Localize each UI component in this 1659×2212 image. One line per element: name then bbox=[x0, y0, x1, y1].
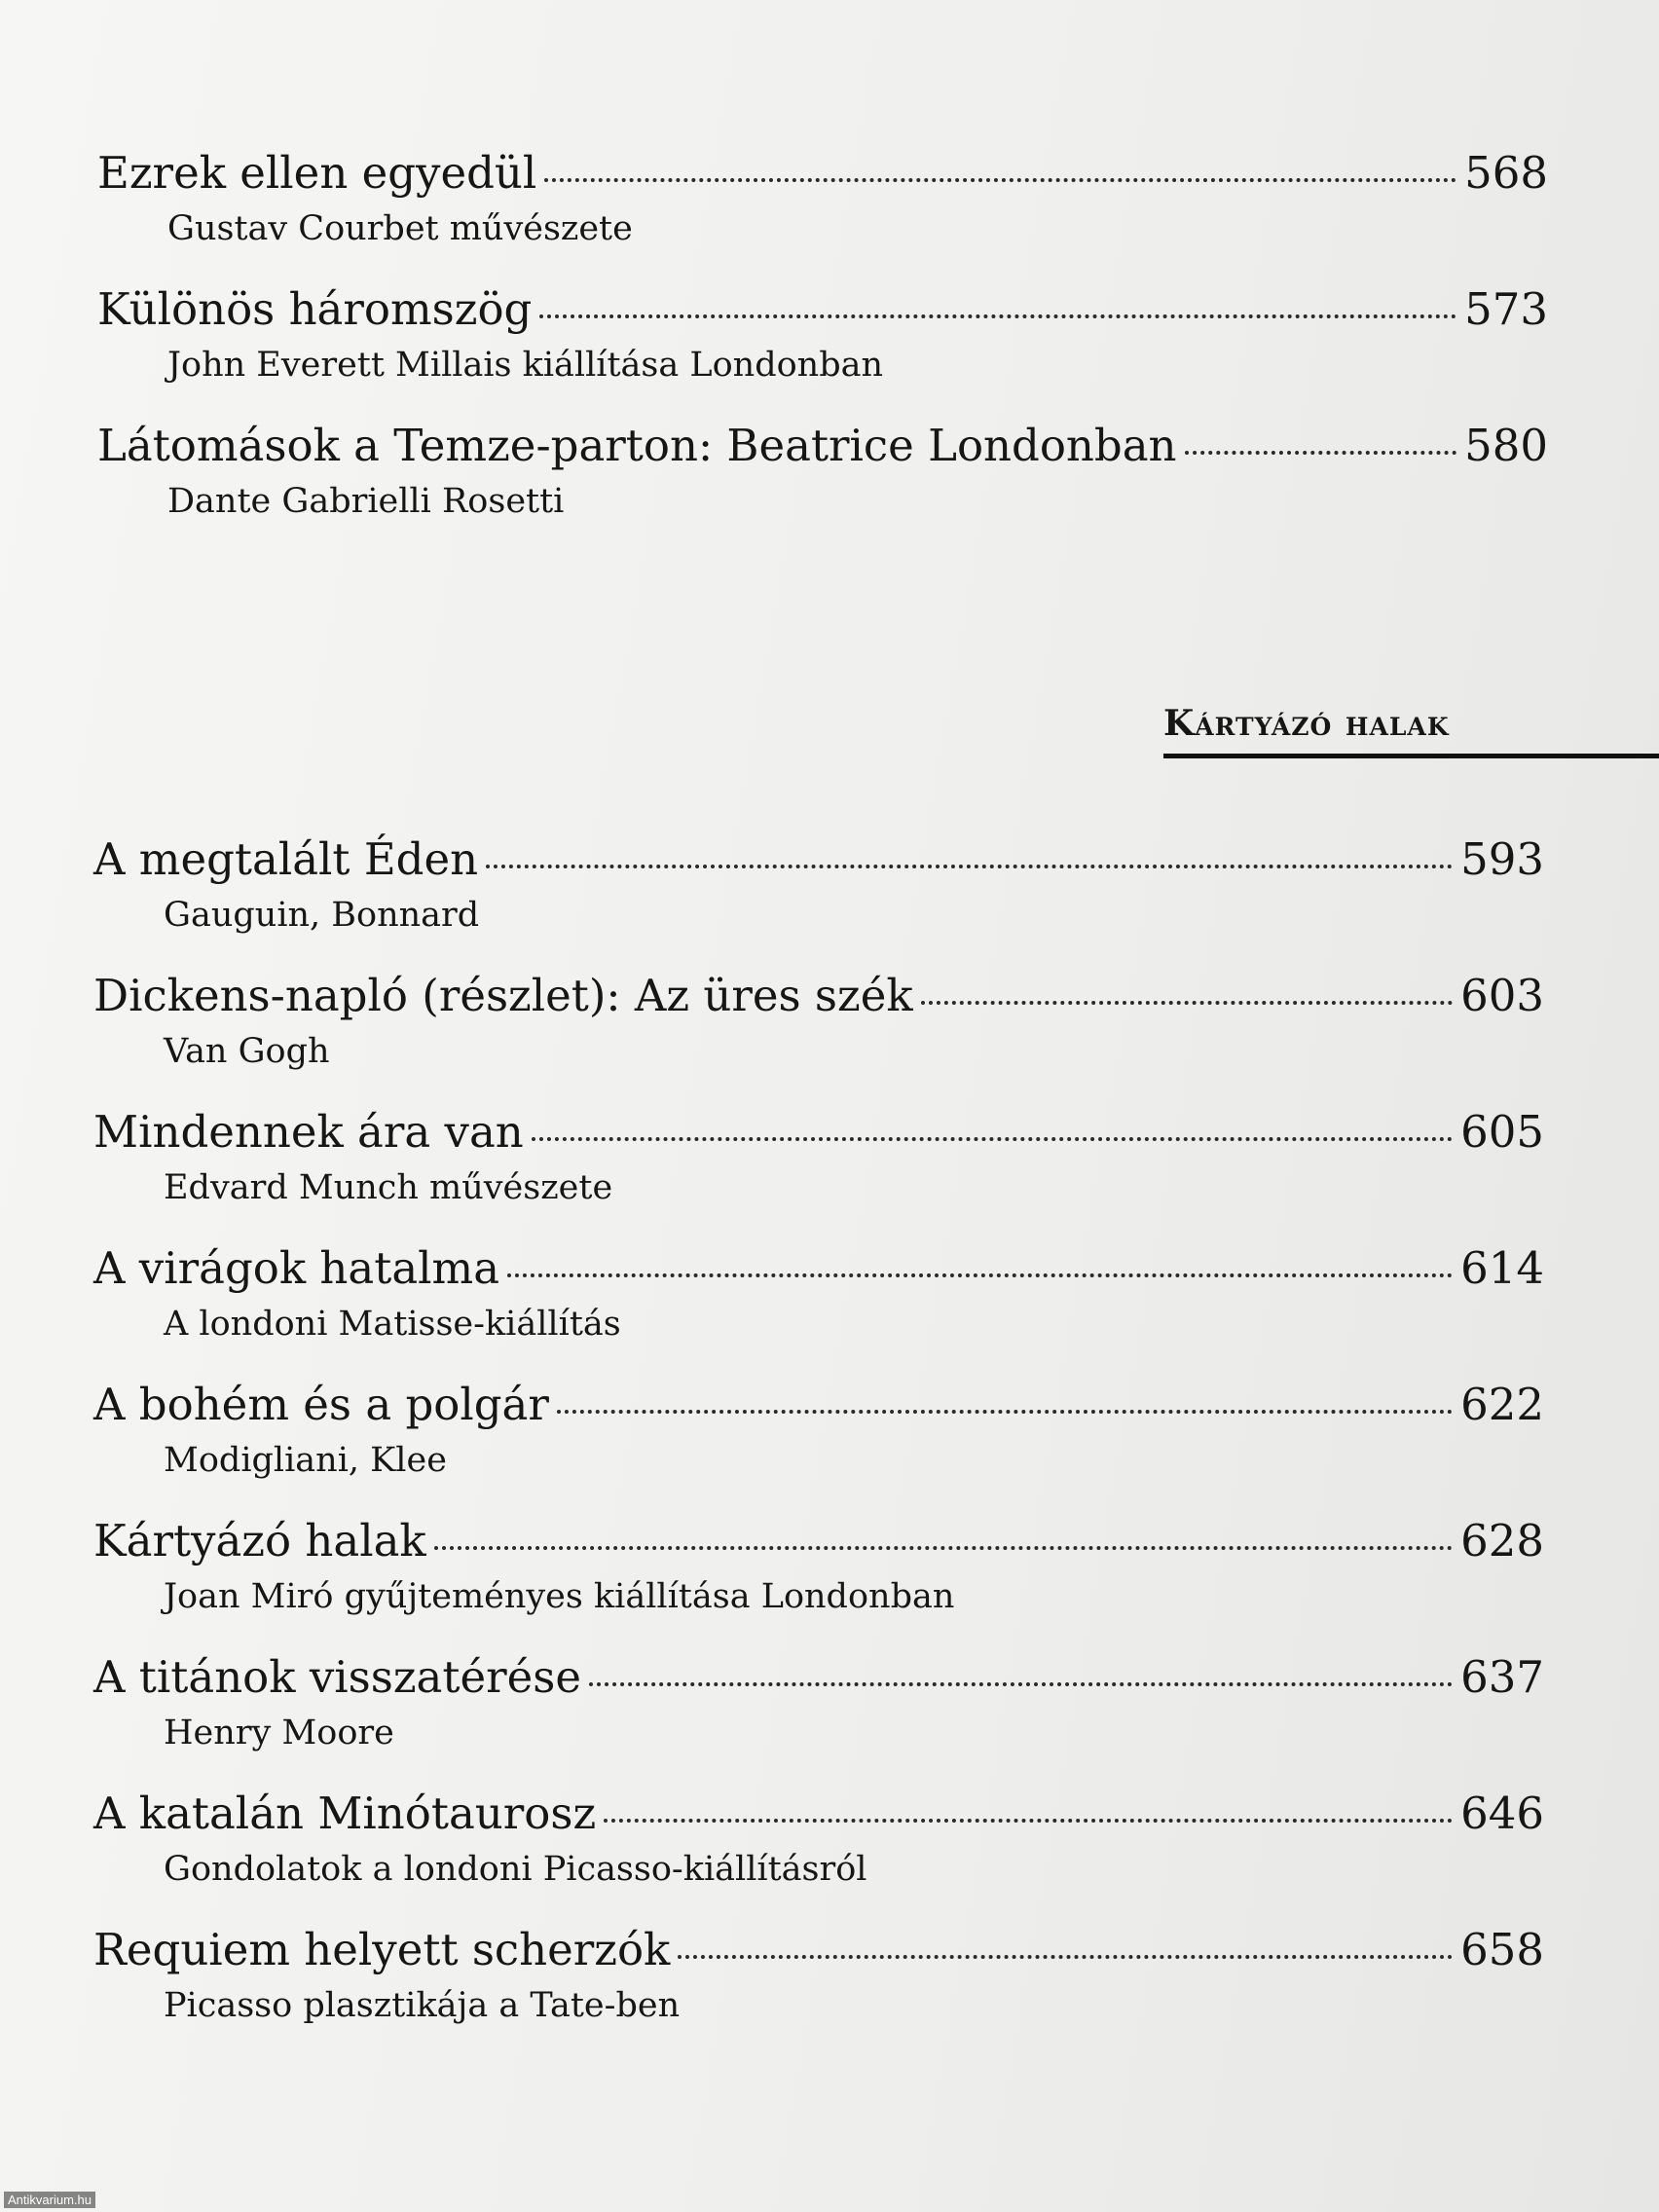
dot-leader bbox=[434, 1546, 1453, 1550]
toc-entry-subtitle: A londoni Matisse-kiállítás bbox=[164, 1305, 621, 1344]
toc-entry-line bbox=[97, 282, 1548, 337]
toc-entry bbox=[93, 1378, 1544, 1514]
dot-leader bbox=[678, 1955, 1453, 1959]
toc-entry-subtitle: Picasso plasztikája a Tate-ben bbox=[164, 1986, 681, 2025]
toc-entry-page: 603 bbox=[1460, 970, 1544, 1021]
toc-entry bbox=[93, 1923, 1544, 2059]
toc-section-top bbox=[97, 146, 1548, 555]
toc-entry-title: Ezrek ellen egyedül bbox=[97, 147, 537, 199]
dot-leader bbox=[532, 1137, 1453, 1141]
toc-entry-subtitle: Gustav Courbet művészete bbox=[167, 209, 633, 248]
toc-entry-title: A titánok visszatérése bbox=[93, 1651, 581, 1703]
toc-entry-line bbox=[93, 1378, 1544, 1432]
toc-entry-line bbox=[93, 832, 1544, 887]
toc-entry-title: A megtalált Éden bbox=[93, 833, 479, 885]
toc-entry bbox=[93, 1787, 1544, 1923]
toc-entry-page: 646 bbox=[1460, 1788, 1544, 1839]
toc-entry-page: 580 bbox=[1464, 420, 1548, 471]
dot-leader bbox=[539, 314, 1456, 318]
toc-section-bottom bbox=[93, 832, 1544, 2059]
toc-entry-page: 593 bbox=[1460, 833, 1544, 885]
toc-entry-line bbox=[93, 1514, 1544, 1568]
toc-entry-page: 628 bbox=[1460, 1515, 1544, 1567]
toc-entry bbox=[93, 1241, 1544, 1378]
toc-entry-subtitle: Dante Gabrielli Rosetti bbox=[167, 482, 565, 521]
toc-entry-subtitle: Henry Moore bbox=[164, 1714, 394, 1752]
toc-entry-title: A katalán Minótaurosz bbox=[93, 1788, 597, 1839]
toc-entry-line bbox=[93, 1787, 1544, 1841]
toc-entry-subtitle: Edvard Munch művészete bbox=[164, 1168, 613, 1207]
toc-entry-line bbox=[93, 1923, 1544, 1977]
toc-entry bbox=[97, 146, 1548, 282]
toc-entry-page: 568 bbox=[1464, 147, 1548, 199]
toc-entry-page: 573 bbox=[1464, 283, 1548, 335]
toc-entry-title: Dickens-napló (részlet): Az üres szék bbox=[93, 970, 913, 1021]
toc-entry-line bbox=[93, 1105, 1544, 1160]
toc-entry bbox=[93, 1105, 1544, 1241]
toc-entry-page: 622 bbox=[1460, 1379, 1544, 1430]
toc-entry-page: 605 bbox=[1460, 1106, 1544, 1158]
toc-entry-page: 658 bbox=[1460, 1924, 1544, 1975]
section-rule bbox=[1163, 754, 1659, 758]
toc-entry-subtitle: John Everett Millais kiállítása Londonban bbox=[167, 346, 884, 385]
dot-leader bbox=[604, 1819, 1453, 1823]
section-heading-block bbox=[1163, 703, 1659, 758]
dot-leader bbox=[589, 1682, 1453, 1686]
toc-entry-title: Mindennek ára van bbox=[93, 1106, 524, 1158]
toc-entry-page: 637 bbox=[1460, 1651, 1544, 1703]
toc-entry-subtitle: Joan Miró gyűjteményes kiállítása Londonban bbox=[164, 1577, 955, 1616]
dot-leader bbox=[1185, 451, 1457, 455]
dot-leader bbox=[557, 1410, 1453, 1414]
toc-entry-subtitle: Gauguin, Bonnard bbox=[164, 896, 480, 935]
toc-entry-line bbox=[93, 1241, 1544, 1296]
toc-entry-title: A virágok hatalma bbox=[93, 1242, 500, 1294]
toc-entry-page: 614 bbox=[1460, 1242, 1544, 1294]
toc-entry-title: Kártyázó halak bbox=[93, 1515, 426, 1567]
dot-leader bbox=[486, 865, 1453, 868]
toc-entry-subtitle: Gondolatok a londoni Picasso-kiállításról bbox=[164, 1850, 867, 1889]
toc-entry-title: Látomások a Temze-parton: Beatrice Londonban bbox=[97, 420, 1177, 471]
toc-entry-line bbox=[97, 419, 1548, 473]
watermark: Antikvarium.hu bbox=[4, 2192, 95, 2208]
toc-entry-title: Különös háromszög bbox=[97, 283, 533, 335]
toc-entry bbox=[97, 419, 1548, 555]
toc-entry-line bbox=[93, 1650, 1544, 1705]
toc-entry bbox=[93, 1650, 1544, 1787]
toc-entry bbox=[97, 282, 1548, 419]
toc-entry-subtitle: Van Gogh bbox=[164, 1032, 330, 1071]
toc-entry-line bbox=[97, 146, 1548, 201]
toc-entry-line bbox=[93, 969, 1544, 1023]
toc-entry-title: A bohém és a polgár bbox=[93, 1379, 549, 1430]
dot-leader bbox=[921, 1001, 1453, 1005]
section-heading: Kártyázó halak bbox=[1163, 703, 1450, 744]
toc-entry bbox=[93, 832, 1544, 969]
toc-entry bbox=[93, 969, 1544, 1105]
toc-entry-title: Requiem helyett scherzók bbox=[93, 1924, 671, 1975]
toc-entry bbox=[93, 1514, 1544, 1650]
toc-entry-subtitle: Modigliani, Klee bbox=[164, 1441, 447, 1480]
dot-leader bbox=[544, 178, 1456, 182]
dot-leader bbox=[507, 1273, 1453, 1277]
